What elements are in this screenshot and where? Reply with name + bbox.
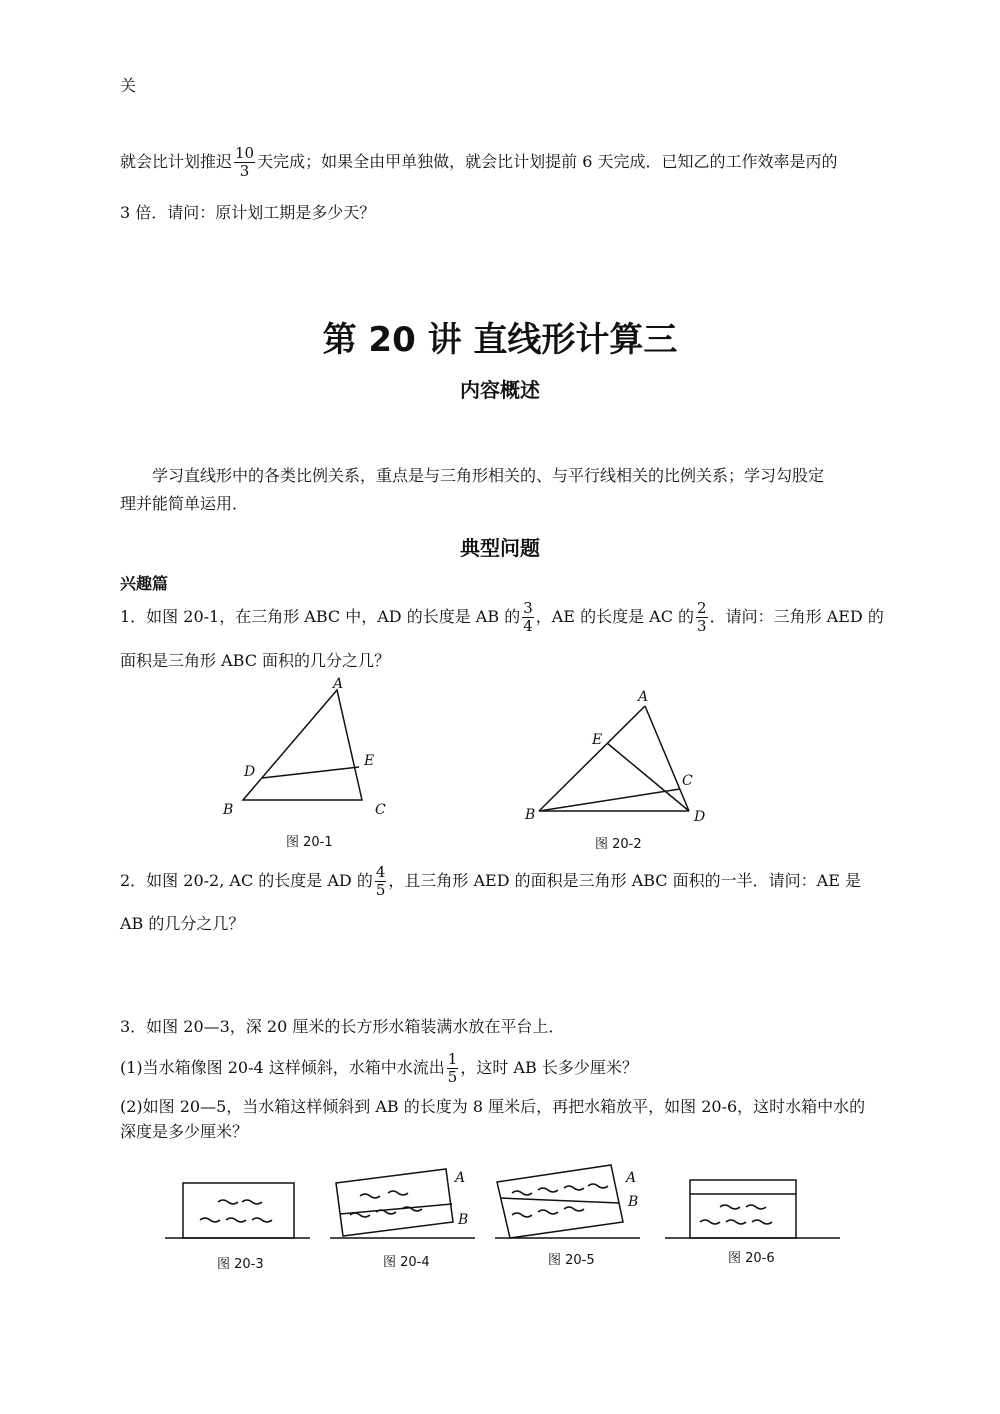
label-c: C	[682, 773, 693, 789]
segment-ad	[645, 706, 689, 811]
segment-ed	[607, 743, 689, 811]
label-d: D	[694, 809, 706, 825]
label-d: D	[244, 764, 256, 780]
fraction: $\frac{4}{5}$	[375, 863, 386, 899]
overview-heading: 内容概述	[460, 378, 540, 402]
label-a: A	[455, 1170, 466, 1186]
intro-text: 就会比计划推迟	[120, 152, 233, 171]
figure-20-4-caption: 图 20-4	[383, 1255, 430, 1270]
tank-20-3	[183, 1183, 294, 1238]
fraction: $\frac{1}{5}$	[447, 1050, 458, 1086]
figure-20-5-caption: 图 20-5	[548, 1253, 595, 1268]
problem-3-line-1: 3．如图 20—3，深 20 厘米的长方形水箱装满水放在平台上．	[120, 1017, 565, 1036]
triangle-abc	[243, 690, 362, 800]
fraction: $\frac{2}{3}$	[697, 599, 707, 635]
intro-text: 天完成；如果全由甲单独做，就会比计划提前 6 天完成．已知乙的工作效率是丙的	[257, 152, 838, 171]
tank-20-4	[336, 1169, 468, 1236]
problem-1-line-2: 面积是三角形 ABC 面积的几分之几？	[120, 651, 391, 670]
label-e: E	[592, 732, 603, 748]
segment-de	[262, 767, 359, 778]
section-heading: 兴趣篇	[120, 574, 169, 593]
label-c: C	[375, 802, 386, 818]
problem-2-line-2: AB 的几分之几？	[120, 914, 245, 933]
label-b: B	[458, 1212, 469, 1228]
page-header-char: 关	[120, 76, 137, 95]
water-tank-figures	[160, 1160, 850, 1245]
problem-2-line-1: 2．如图 20-2, AC 的长度是 AD 的 $\frac{4}{5}$ ，且三角形 AED 的面积是三角形 ABC 面积的一半．请问：AE 是	[120, 863, 861, 899]
overview-line-1: 学习直线形中的各类比例关系，重点是与三角形相关的、与平行线相关的比例关系；学习勾股定	[152, 466, 825, 485]
problem-1-line-1: 1．如图 20-1，在三角形 ABC 中，AD 的长度是 AB 的 $\frac{3}{4}$ ，AE 的长度是 AC 的 $\frac{2}{3}$ ．请问：三角形 AED 的	[120, 599, 884, 635]
figure-20-3-caption: 图 20-3	[217, 1257, 264, 1272]
segment-ab	[539, 706, 645, 811]
label-b: B	[628, 1194, 639, 1210]
intro-line-1	[120, 145, 837, 180]
label-b: B	[223, 802, 234, 818]
segment-bc	[539, 789, 680, 811]
label-e: E	[364, 753, 375, 769]
fraction: $\frac{10}{3}$	[235, 144, 255, 180]
overview-line-2: 理并能简单运用．	[120, 494, 249, 513]
intro-line-2: 3 倍．请问：原计划工期是多少天？	[120, 203, 376, 222]
tank-20-5	[497, 1165, 638, 1238]
figure-20-2-caption: 图 20-2	[595, 837, 642, 852]
figure-20-1-triangle	[215, 672, 395, 820]
label-a: A	[626, 1170, 637, 1186]
label-a: A	[638, 689, 649, 705]
figure-20-2-triangle	[520, 685, 720, 825]
label-a: A	[333, 676, 344, 692]
label-b: B	[525, 807, 536, 823]
lecture-title: 第 20 讲 直线形计算三	[322, 320, 678, 360]
figure-20-6-caption: 图 20-6	[728, 1251, 775, 1266]
figure-20-1-caption: 图 20-1	[286, 835, 333, 850]
tank-20-6	[690, 1180, 796, 1238]
fraction: $\frac{3}{4}$	[523, 599, 533, 635]
problems-heading: 典型问题	[460, 536, 540, 560]
problem-3-part-2-line-2: 深度是多少厘米？	[120, 1122, 249, 1141]
problem-3-part-1: (1)当水箱像图 20-4 这样倾斜，水箱中水流出 $\frac{1}{5}$ ，这时 AB 长多少厘米？	[120, 1050, 638, 1086]
problem-3-part-2-line-1: (2)如图 20—5，当水箱这样倾斜到 AB 的长度为 8 厘米后，再把水箱放平，如图 20-6，这时水箱中水的	[120, 1097, 866, 1116]
